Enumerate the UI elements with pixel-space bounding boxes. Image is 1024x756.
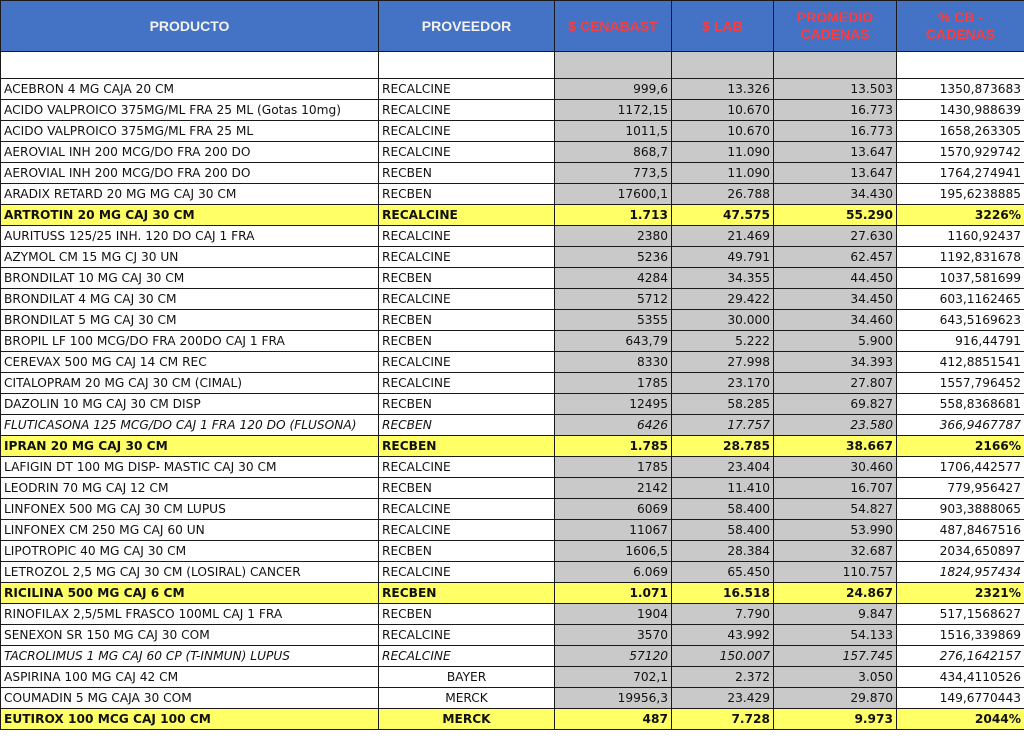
cell-promedio-cadenas[interactable]: 9.973 bbox=[774, 709, 897, 730]
cell-promedio-cadenas[interactable]: 44.450 bbox=[774, 268, 897, 289]
cell-producto[interactable]: ACEBRON 4 MG CAJA 20 CM bbox=[1, 79, 379, 100]
cell-lab[interactable]: 58.285 bbox=[672, 394, 774, 415]
cell-cb-cadenas[interactable]: 1430,988639 bbox=[897, 100, 1024, 121]
table-row bbox=[1, 226, 1024, 247]
header-promedio-cadenas[interactable]: PROMEDIO CADENAS bbox=[774, 1, 897, 52]
cell-promedio-cadenas[interactable]: 30.460 bbox=[774, 457, 897, 478]
cell-promedio-cadenas[interactable]: 54.827 bbox=[774, 499, 897, 520]
table-row bbox=[1, 352, 1024, 373]
cell-cenabast[interactable]: 1.071 bbox=[555, 583, 672, 604]
cell-lab[interactable]: 49.791 bbox=[672, 247, 774, 268]
cell-proveedor[interactable]: RECALCINE bbox=[379, 289, 555, 310]
cell-producto[interactable]: ACIDO VALPROICO 375MG/ML FRA 25 ML bbox=[1, 121, 379, 142]
cell-producto[interactable]: LAFIGIN DT 100 MG DISP- MASTIC CAJ 30 CM bbox=[1, 457, 379, 478]
cell-cb-cadenas[interactable]: 1516,339869 bbox=[897, 625, 1024, 646]
cell-producto[interactable]: LEODRIN 70 MG CAJ 12 CM bbox=[1, 478, 379, 499]
cell-cenabast[interactable]: 5355 bbox=[555, 310, 672, 331]
blank-cell[interactable] bbox=[774, 52, 897, 79]
cell-promedio-cadenas[interactable]: 32.687 bbox=[774, 541, 897, 562]
cell-cenabast[interactable]: 1904 bbox=[555, 604, 672, 625]
cell-promedio-cadenas[interactable]: 16.773 bbox=[774, 121, 897, 142]
cell-cenabast[interactable]: 8330 bbox=[555, 352, 672, 373]
cell-lab[interactable]: 26.788 bbox=[672, 184, 774, 205]
cell-cb-cadenas[interactable]: 195,6238885 bbox=[897, 184, 1024, 205]
cell-cenabast[interactable]: 1606,5 bbox=[555, 541, 672, 562]
cell-cb-cadenas[interactable]: 1350,873683 bbox=[897, 79, 1024, 100]
blank-cell[interactable] bbox=[379, 52, 555, 79]
table-row bbox=[1, 604, 1024, 625]
cell-producto[interactable]: BRONDILAT 5 MG CAJ 30 CM bbox=[1, 310, 379, 331]
cell-promedio-cadenas[interactable]: 62.457 bbox=[774, 247, 897, 268]
table-row bbox=[1, 100, 1024, 121]
cell-lab[interactable]: 21.469 bbox=[672, 226, 774, 247]
cell-promedio-cadenas[interactable]: 110.757 bbox=[774, 562, 897, 583]
cell-promedio-cadenas[interactable]: 13.647 bbox=[774, 142, 897, 163]
cell-cenabast[interactable]: 702,1 bbox=[555, 667, 672, 688]
cell-cenabast[interactable]: 487 bbox=[555, 709, 672, 730]
cell-producto[interactable]: ARADIX RETARD 20 MG MG CAJ 30 CM bbox=[1, 184, 379, 205]
cell-cenabast[interactable]: 17600,1 bbox=[555, 184, 672, 205]
table-row bbox=[1, 688, 1024, 709]
cell-lab[interactable]: 7.728 bbox=[672, 709, 774, 730]
cell-cenabast[interactable]: 4284 bbox=[555, 268, 672, 289]
cell-proveedor[interactable]: RECBEN bbox=[379, 604, 555, 625]
cell-producto[interactable]: AURITUSS 125/25 INH. 120 DO CAJ 1 FRA bbox=[1, 226, 379, 247]
blank-cell[interactable] bbox=[672, 52, 774, 79]
cell-proveedor[interactable]: RECBEN bbox=[379, 541, 555, 562]
cell-proveedor[interactable]: RECALCINE bbox=[379, 205, 555, 226]
cell-promedio-cadenas[interactable]: 13.647 bbox=[774, 163, 897, 184]
cell-proveedor[interactable]: MERCK bbox=[379, 688, 555, 709]
cell-cenabast[interactable]: 6.069 bbox=[555, 562, 672, 583]
cell-producto[interactable]: RICILINA 500 MG CAJ 6 CM bbox=[1, 583, 379, 604]
table-row bbox=[1, 163, 1024, 184]
cell-lab[interactable]: 17.757 bbox=[672, 415, 774, 436]
table-row bbox=[1, 625, 1024, 646]
cell-proveedor[interactable]: RECALCINE bbox=[379, 226, 555, 247]
cell-cb-cadenas[interactable]: 1192,831678 bbox=[897, 247, 1024, 268]
cell-cenabast[interactable]: 773,5 bbox=[555, 163, 672, 184]
cell-proveedor[interactable]: RECBEN bbox=[379, 583, 555, 604]
cell-lab[interactable]: 23.170 bbox=[672, 373, 774, 394]
cell-lab[interactable]: 34.355 bbox=[672, 268, 774, 289]
cell-promedio-cadenas[interactable]: 34.460 bbox=[774, 310, 897, 331]
table-row bbox=[1, 205, 1024, 226]
cell-promedio-cadenas[interactable]: 5.900 bbox=[774, 331, 897, 352]
blank-row bbox=[1, 52, 1024, 79]
cell-cb-cadenas[interactable]: 1764,274941 bbox=[897, 163, 1024, 184]
cell-cb-cadenas[interactable]: 366,9467787 bbox=[897, 415, 1024, 436]
table-row bbox=[1, 247, 1024, 268]
cell-lab[interactable]: 58.400 bbox=[672, 499, 774, 520]
cell-promedio-cadenas[interactable]: 34.450 bbox=[774, 289, 897, 310]
cell-cb-cadenas[interactable]: 149,6770443 bbox=[897, 688, 1024, 709]
cell-lab[interactable]: 29.422 bbox=[672, 289, 774, 310]
cell-producto[interactable]: AEROVIAL INH 200 MCG/DO FRA 200 DO bbox=[1, 142, 379, 163]
cell-producto[interactable]: TACROLIMUS 1 MG CAJ 60 CP (T-INMUN) LUPUS bbox=[1, 646, 379, 667]
table-row bbox=[1, 79, 1024, 100]
cell-cb-cadenas[interactable]: 517,1568627 bbox=[897, 604, 1024, 625]
cell-proveedor[interactable]: RECALCINE bbox=[379, 520, 555, 541]
cell-cb-cadenas[interactable]: 1557,796452 bbox=[897, 373, 1024, 394]
cell-producto[interactable]: LIPOTROPIC 40 MG CAJ 30 CM bbox=[1, 541, 379, 562]
cell-lab[interactable]: 11.090 bbox=[672, 163, 774, 184]
cell-lab[interactable]: 27.998 bbox=[672, 352, 774, 373]
cell-proveedor[interactable]: MERCK bbox=[379, 709, 555, 730]
header-cb-cadenas[interactable]: % CB - CADENAS bbox=[897, 1, 1024, 52]
cell-proveedor[interactable]: RECALCINE bbox=[379, 646, 555, 667]
cell-producto[interactable]: LETROZOL 2,5 MG CAJ 30 CM (LOSIRAL) CANCER bbox=[1, 562, 379, 583]
table-row bbox=[1, 373, 1024, 394]
cell-cb-cadenas[interactable]: 903,3888065 bbox=[897, 499, 1024, 520]
cell-lab[interactable]: 30.000 bbox=[672, 310, 774, 331]
cell-producto[interactable]: EUTIROX 100 MCG CAJ 100 CM bbox=[1, 709, 379, 730]
cell-proveedor[interactable]: RECALCINE bbox=[379, 457, 555, 478]
cell-cenabast[interactable]: 19956,3 bbox=[555, 688, 672, 709]
table-row bbox=[1, 142, 1024, 163]
cell-proveedor[interactable]: RECBEN bbox=[379, 478, 555, 499]
cell-producto[interactable]: AZYMOL CM 15 MG CJ 30 UN bbox=[1, 247, 379, 268]
cell-cb-cadenas[interactable]: 603,1162465 bbox=[897, 289, 1024, 310]
cell-promedio-cadenas[interactable]: 16.773 bbox=[774, 100, 897, 121]
cell-producto[interactable]: ASPIRINA 100 MG CAJ 42 CM bbox=[1, 667, 379, 688]
cell-lab[interactable]: 23.429 bbox=[672, 688, 774, 709]
cell-proveedor[interactable]: RECALCINE bbox=[379, 247, 555, 268]
cell-producto[interactable]: BRONDILAT 4 MG CAJ 30 CM bbox=[1, 289, 379, 310]
cell-promedio-cadenas[interactable]: 3.050 bbox=[774, 667, 897, 688]
cell-promedio-cadenas[interactable]: 34.393 bbox=[774, 352, 897, 373]
cell-promedio-cadenas[interactable]: 29.870 bbox=[774, 688, 897, 709]
cell-cb-cadenas[interactable]: 2166% bbox=[897, 436, 1024, 457]
cell-lab[interactable]: 58.400 bbox=[672, 520, 774, 541]
header-proveedor[interactable]: PROVEEDOR bbox=[379, 1, 555, 52]
cell-cb-cadenas[interactable]: 1570,929742 bbox=[897, 142, 1024, 163]
table-row bbox=[1, 478, 1024, 499]
cell-promedio-cadenas[interactable]: 27.630 bbox=[774, 226, 897, 247]
cell-proveedor[interactable]: RECBEN bbox=[379, 163, 555, 184]
cell-promedio-cadenas[interactable]: 16.707 bbox=[774, 478, 897, 499]
header-producto[interactable]: PRODUCTO bbox=[1, 1, 379, 52]
cell-cb-cadenas[interactable]: 643,5169623 bbox=[897, 310, 1024, 331]
cell-producto[interactable]: LINFONEX CM 250 MG CAJ 60 UN bbox=[1, 520, 379, 541]
cell-lab[interactable]: 10.670 bbox=[672, 100, 774, 121]
cell-cenabast[interactable]: 1.713 bbox=[555, 205, 672, 226]
cell-cenabast[interactable]: 57120 bbox=[555, 646, 672, 667]
table-row bbox=[1, 331, 1024, 352]
blank-cell[interactable] bbox=[555, 52, 672, 79]
cell-cb-cadenas[interactable]: 2034,650897 bbox=[897, 541, 1024, 562]
cell-proveedor[interactable]: RECBEN bbox=[379, 394, 555, 415]
cell-cenabast[interactable]: 868,7 bbox=[555, 142, 672, 163]
cell-cb-cadenas[interactable]: 916,44791 bbox=[897, 331, 1024, 352]
table-row bbox=[1, 667, 1024, 688]
cell-lab[interactable]: 5.222 bbox=[672, 331, 774, 352]
cell-cb-cadenas[interactable]: 558,8368681 bbox=[897, 394, 1024, 415]
table-body bbox=[1, 52, 1024, 730]
cell-cb-cadenas[interactable]: 434,4110526 bbox=[897, 667, 1024, 688]
cell-cenabast[interactable]: 1785 bbox=[555, 373, 672, 394]
cell-promedio-cadenas[interactable]: 55.290 bbox=[774, 205, 897, 226]
cell-cb-cadenas[interactable]: 1658,263305 bbox=[897, 121, 1024, 142]
cell-cenabast[interactable]: 5236 bbox=[555, 247, 672, 268]
cell-promedio-cadenas[interactable]: 13.503 bbox=[774, 79, 897, 100]
cell-cenabast[interactable]: 2380 bbox=[555, 226, 672, 247]
cell-promedio-cadenas[interactable]: 24.867 bbox=[774, 583, 897, 604]
cell-proveedor[interactable]: BAYER bbox=[379, 667, 555, 688]
cell-promedio-cadenas[interactable]: 27.807 bbox=[774, 373, 897, 394]
table-row bbox=[1, 415, 1024, 436]
table-row bbox=[1, 499, 1024, 520]
blank-cell[interactable] bbox=[1, 52, 379, 79]
cell-lab[interactable]: 65.450 bbox=[672, 562, 774, 583]
cell-cb-cadenas[interactable]: 779,956427 bbox=[897, 478, 1024, 499]
cell-proveedor[interactable]: RECALCINE bbox=[379, 79, 555, 100]
cell-cb-cadenas[interactable]: 1706,442577 bbox=[897, 457, 1024, 478]
cell-cenabast[interactable]: 999,6 bbox=[555, 79, 672, 100]
cell-proveedor[interactable]: RECALCINE bbox=[379, 499, 555, 520]
cell-cb-cadenas[interactable]: 412,8851541 bbox=[897, 352, 1024, 373]
cell-producto[interactable]: SENEXON SR 150 MG CAJ 30 COM bbox=[1, 625, 379, 646]
cell-proveedor[interactable]: RECALCINE bbox=[379, 562, 555, 583]
table-row bbox=[1, 646, 1024, 667]
cell-producto[interactable]: AEROVIAL INH 200 MCG/DO FRA 200 DO bbox=[1, 163, 379, 184]
cell-promedio-cadenas[interactable]: 53.990 bbox=[774, 520, 897, 541]
table-row bbox=[1, 184, 1024, 205]
cell-proveedor[interactable]: RECBEN bbox=[379, 310, 555, 331]
cell-promedio-cadenas[interactable]: 157.745 bbox=[774, 646, 897, 667]
cell-proveedor[interactable]: RECBEN bbox=[379, 436, 555, 457]
cell-cenabast[interactable]: 1011,5 bbox=[555, 121, 672, 142]
cell-producto[interactable]: COUMADIN 5 MG CAJA 30 COM bbox=[1, 688, 379, 709]
cell-lab[interactable]: 11.410 bbox=[672, 478, 774, 499]
cell-cb-cadenas[interactable]: 1160,92437 bbox=[897, 226, 1024, 247]
cell-promedio-cadenas[interactable]: 38.667 bbox=[774, 436, 897, 457]
cell-producto[interactable]: BROPIL LF 100 MCG/DO FRA 200DO CAJ 1 FRA bbox=[1, 331, 379, 352]
table-row bbox=[1, 394, 1024, 415]
cell-lab[interactable]: 7.790 bbox=[672, 604, 774, 625]
cell-producto[interactable]: CITALOPRAM 20 MG CAJ 30 CM (CIMAL) bbox=[1, 373, 379, 394]
cell-promedio-cadenas[interactable]: 34.430 bbox=[774, 184, 897, 205]
cell-cenabast[interactable]: 1172,15 bbox=[555, 100, 672, 121]
cell-producto[interactable]: CEREVAX 500 MG CAJ 14 CM REC bbox=[1, 352, 379, 373]
cell-cb-cadenas[interactable]: 3226% bbox=[897, 205, 1024, 226]
table-row bbox=[1, 457, 1024, 478]
cell-lab[interactable]: 28.384 bbox=[672, 541, 774, 562]
table-row bbox=[1, 562, 1024, 583]
cell-lab[interactable]: 23.404 bbox=[672, 457, 774, 478]
cell-cb-cadenas[interactable]: 1824,957434 bbox=[897, 562, 1024, 583]
table-row bbox=[1, 520, 1024, 541]
table-row bbox=[1, 310, 1024, 331]
cell-producto[interactable]: RINOFILAX 2,5/5ML FRASCO 100ML CAJ 1 FRA bbox=[1, 604, 379, 625]
cell-proveedor[interactable]: RECBEN bbox=[379, 415, 555, 436]
cell-cenabast[interactable]: 11067 bbox=[555, 520, 672, 541]
cell-proveedor[interactable]: RECBEN bbox=[379, 184, 555, 205]
cell-proveedor[interactable]: RECBEN bbox=[379, 268, 555, 289]
cell-cenabast[interactable]: 5712 bbox=[555, 289, 672, 310]
cell-promedio-cadenas[interactable]: 23.580 bbox=[774, 415, 897, 436]
cell-cb-cadenas[interactable]: 487,8467516 bbox=[897, 520, 1024, 541]
table-row bbox=[1, 436, 1024, 457]
cell-lab[interactable]: 10.670 bbox=[672, 121, 774, 142]
cell-producto[interactable]: ARTROTIN 20 MG CAJ 30 CM bbox=[1, 205, 379, 226]
cell-lab[interactable]: 2.372 bbox=[672, 667, 774, 688]
cell-promedio-cadenas[interactable]: 54.133 bbox=[774, 625, 897, 646]
cell-lab[interactable]: 47.575 bbox=[672, 205, 774, 226]
cell-proveedor[interactable]: RECALCINE bbox=[379, 625, 555, 646]
cell-proveedor[interactable]: RECALCINE bbox=[379, 373, 555, 394]
cell-cb-cadenas[interactable]: 2321% bbox=[897, 583, 1024, 604]
cell-promedio-cadenas[interactable]: 69.827 bbox=[774, 394, 897, 415]
cell-producto[interactable]: FLUTICASONA 125 MCG/DO CAJ 1 FRA 120 DO (FLUSONA) bbox=[1, 415, 379, 436]
cell-lab[interactable]: 28.785 bbox=[672, 436, 774, 457]
cell-cb-cadenas[interactable]: 1037,581699 bbox=[897, 268, 1024, 289]
table-row bbox=[1, 289, 1024, 310]
cell-lab[interactable]: 43.992 bbox=[672, 625, 774, 646]
cell-proveedor[interactable]: RECALCINE bbox=[379, 121, 555, 142]
table-row bbox=[1, 121, 1024, 142]
cell-producto[interactable]: LINFONEX 500 MG CAJ 30 CM LUPUS bbox=[1, 499, 379, 520]
header-row bbox=[1, 1, 1024, 52]
cell-lab[interactable]: 16.518 bbox=[672, 583, 774, 604]
cell-cenabast[interactable]: 2142 bbox=[555, 478, 672, 499]
cell-cenabast[interactable]: 12495 bbox=[555, 394, 672, 415]
cell-proveedor[interactable]: RECALCINE bbox=[379, 142, 555, 163]
table-row bbox=[1, 541, 1024, 562]
table-row bbox=[1, 268, 1024, 289]
header-lab[interactable]: $ LAB bbox=[672, 1, 774, 52]
cell-producto[interactable]: IPRAN 20 MG CAJ 30 CM bbox=[1, 436, 379, 457]
cell-cenabast[interactable]: 6426 bbox=[555, 415, 672, 436]
table-row bbox=[1, 583, 1024, 604]
cell-proveedor[interactable]: RECBEN bbox=[379, 331, 555, 352]
cell-cenabast[interactable]: 1.785 bbox=[555, 436, 672, 457]
cell-proveedor[interactable]: RECALCINE bbox=[379, 352, 555, 373]
blank-cell[interactable] bbox=[897, 52, 1024, 79]
cell-cenabast[interactable]: 6069 bbox=[555, 499, 672, 520]
cell-cenabast[interactable]: 643,79 bbox=[555, 331, 672, 352]
cell-lab[interactable]: 150.007 bbox=[672, 646, 774, 667]
cell-lab[interactable]: 13.326 bbox=[672, 79, 774, 100]
cell-cb-cadenas[interactable]: 276,1642157 bbox=[897, 646, 1024, 667]
cell-promedio-cadenas[interactable]: 9.847 bbox=[774, 604, 897, 625]
cell-producto[interactable]: ACIDO VALPROICO 375MG/ML FRA 25 ML (Gotas 10mg) bbox=[1, 100, 379, 121]
cell-lab[interactable]: 11.090 bbox=[672, 142, 774, 163]
header-cenabast[interactable]: $ CENABAST bbox=[555, 1, 672, 52]
cell-cenabast[interactable]: 3570 bbox=[555, 625, 672, 646]
cell-producto[interactable]: DAZOLIN 10 MG CAJ 30 CM DISP bbox=[1, 394, 379, 415]
cell-proveedor[interactable]: RECALCINE bbox=[379, 100, 555, 121]
cell-cb-cadenas[interactable]: 2044% bbox=[897, 709, 1024, 730]
cell-cenabast[interactable]: 1785 bbox=[555, 457, 672, 478]
table-row bbox=[1, 709, 1024, 730]
cell-producto[interactable]: BRONDILAT 10 MG CAJ 30 CM bbox=[1, 268, 379, 289]
